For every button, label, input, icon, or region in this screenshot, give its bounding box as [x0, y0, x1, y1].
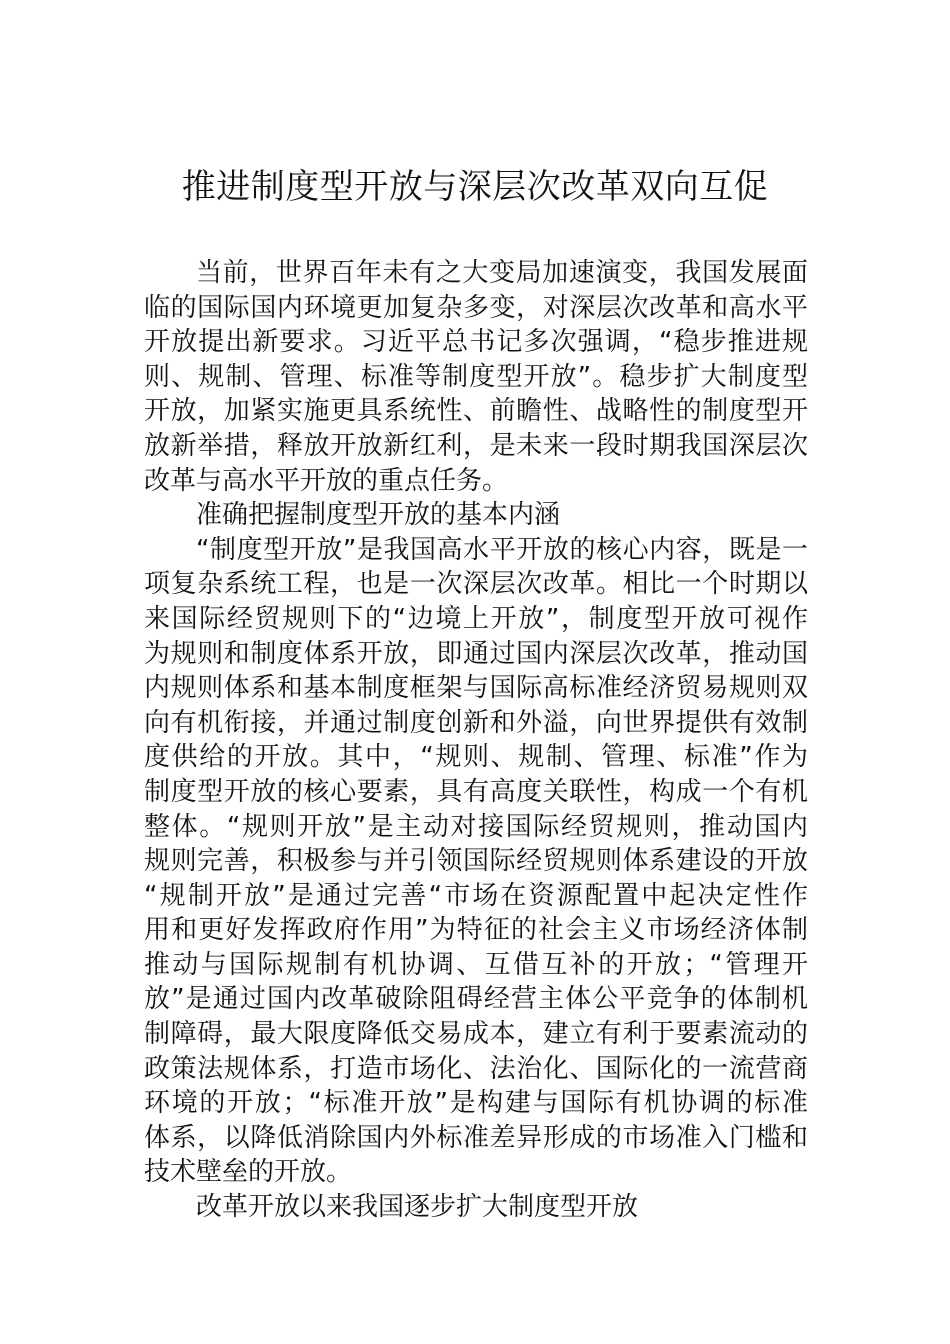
- text-line: 度供给的开放。其中，“规则、规制、管理、标准”作为: [144, 742, 808, 773]
- text-line: “制度型开放”是我国高水平开放的核心内容，既是一: [196, 534, 808, 565]
- text-line: 临的国际国内环境更加复杂多变，对深层次改革和高水平: [144, 292, 808, 323]
- text-line: 政策法规体系，打造市场化、法治化、国际化的一流营商: [144, 1053, 808, 1084]
- text-line: 为规则和制度体系开放，即通过国内深层次改革，推动国: [144, 638, 808, 669]
- text-line: 技术壁垒的开放。: [144, 1157, 353, 1188]
- text-line: 制障碍，最大限度降低交易成本，建立有利于要素流动的: [144, 1019, 808, 1050]
- document-title: 推进制度型开放与深层次改革双向互促: [181, 167, 769, 207]
- text-line: 制度型开放的核心要素，具有高度关联性，构成一个有机: [144, 776, 808, 807]
- text-line: 开放提出新要求。习近平总书记多次强调，“稳步推进规: [144, 327, 808, 358]
- text-line: “规制开放”是通过完善“市场在资源配置中起决定性作: [144, 880, 808, 911]
- text-line: 环境的开放；“标准开放”是构建与国际有机协调的标准: [144, 1088, 808, 1119]
- text-line: 用和更好发挥政府作用”为特征的社会主义市场经济体制: [144, 915, 808, 946]
- text-line: 项复杂系统工程，也是一次深层次改革。相比一个时期以: [144, 569, 808, 600]
- text-line: 当前，世界百年未有之大变局加速演变，我国发展面: [196, 258, 808, 288]
- text-line: 整体。“规则开放”是主动对接国际经贸规则，推动国内: [144, 811, 808, 842]
- text-line: 规则完善，积极参与并引领国际经贸规则体系建设的开放: [144, 846, 808, 877]
- text-line: 推动与国际规制有机协调、互借互补的开放；“管理开: [144, 949, 808, 980]
- text-line: 则、规制、管理、标准等制度型开放”。稳步扩大制度型: [144, 361, 808, 392]
- text-line: 内规则体系和基本制度框架与国际高标准经济贸易规则双: [144, 673, 808, 704]
- text-line: 改革开放以来我国逐步扩大制度型开放: [196, 1192, 639, 1223]
- text-line: 放”是通过国内改革破除阻碍经营主体公平竞争的体制机: [144, 984, 808, 1015]
- document-body: [144, 256, 808, 1225]
- text-line: 来国际经贸规则下的“边境上开放”，制度型开放可视作: [144, 603, 808, 634]
- text-line: 准确把握制度型开放的基本内涵: [196, 500, 561, 531]
- text-line: 体系，以降低消除国内外标准差异形成的市场准入门槛和: [144, 1122, 808, 1153]
- text-line: 改革与高水平开放的重点任务。: [144, 465, 509, 496]
- text-line: 开放，加紧实施更具系统性、前瞻性、战略性的制度型开: [144, 396, 808, 427]
- text-line: 放新举措，释放开放新红利，是未来一段时期我国深层次: [144, 430, 808, 461]
- text-line: 向有机衔接，并通过制度创新和外溢，向世界提供有效制: [144, 707, 808, 738]
